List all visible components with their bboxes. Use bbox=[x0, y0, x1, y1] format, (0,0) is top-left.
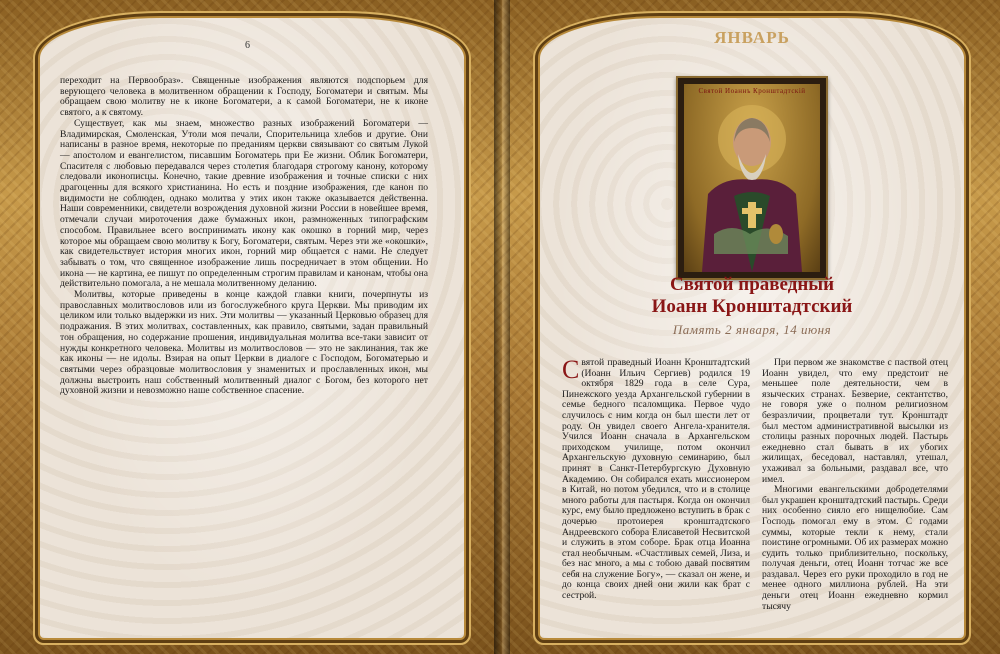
paragraph: Существует, как мы знаем, множество разных изображений Богоматери — Владимирская, Смоленская, Утоли моя печали, Спорительница хлебов и другие. Они написаны в разное время, некоторые по преданиям церкви связывают со святым Лукой — апостолом и евангелистом, писавшим Богоматерь при Ее жизни. Облик Богоматери, Спасителя с любовью передавался через столетия благодаря строгому канону, которому следовали иконописцы. Конечно, такие древние изображения и точные списки с них драгоценны для всякого христианина. Но есть и поздние изображения, где канон по видимости не соблюден, однако молитва у этих икон также оказывается действенна. Наши современники, свидетели возрождения духовной жизни России в новейшее время, отмечали случаи мироточения даже бумажных икон, размноженных типографским способом. Правильнее всего воспринимать икону как окошко в горний мир, через которое мы обращаем свою молитву к Богу, Богоматери, святым. Через эти же «окошки», как свидетельствует история многих икон, горний мир общается с нами. Не следует забывать о том, что священное изображение лишь посредничает в этом общении. Но икона — не картина, ее пишут по определенным строгим правилам и канонам, чтобы она действительно помогала, а не мешала молитвенному деланию. bbox=[60, 117, 428, 290]
page-number: 6 bbox=[245, 40, 250, 51]
paragraph: Многими евангельскими добродетелями был украшен кронштадтский пастырь. Среди них особенно сияло его нищелюбие. Сам Господь помогал ему в этом. С годами суммы, которые текли к нему, стали поистине огромными. Об их размерах можно судить только приблизительно, поскольку, получая деньги, отец Иоанн тотчас же все раздавал. Через его руки проходило в год не менее одного миллиона рублей. На эти деньги отец Иоанн ежедневно кормил тысячу bbox=[762, 484, 948, 612]
drop-cap: С bbox=[562, 355, 580, 384]
book-gutter bbox=[494, 0, 510, 654]
icon-painting bbox=[684, 84, 820, 272]
paragraph: вятой праведный Иоанн Кронштадтский (Иоанн Ильич Сергиев) родился 19 октября 1829 года в селе Сура, Пинежского уезда Архангельской губернии в семье бедного псаломщика. Первое чудо случилось с ним когда он был шести лет от роду. Он увидел своего Ангела-хранителя. Учился Иоанн сначала в Архангельском приходском училище, потом окончил Архангельскую духовную семинарию, был принят в Санкт-Петербургскую Духовную Академию. Он собирался ехать миссионером в Китай, но потом убедился, что и в столице много работы для пастыря. Когда он окончил курс, ему было предложено вступить в брак с дочерью протоиерея кронштадтского Андреевского собора Елисаветой Несвитской и служить в этом соборе. Брак отца Иоанна стал необычным. «Счастливых семей, Лиза, и без нас много, а мы с тобою давай посвятим себя на служение Богу», — сказал он жене, и до конца своих дней они жили как брат с сестрой. bbox=[562, 357, 750, 602]
memory-date: Память 2 января, 14 июня bbox=[672, 322, 832, 337]
right-page bbox=[540, 18, 964, 638]
text-column-1 bbox=[562, 355, 750, 602]
saint-icon-image bbox=[676, 76, 828, 280]
saint-title-line2: Иоанн Кронштадтский bbox=[651, 296, 853, 317]
saint-title-line1: Святой праведный bbox=[669, 274, 835, 295]
left-body-text bbox=[60, 76, 428, 397]
text-column-2 bbox=[762, 358, 948, 612]
left-page bbox=[40, 18, 464, 638]
month-heading: ЯНВАРЬ bbox=[714, 28, 790, 47]
paragraph: переходит на Первообраз». Священные изображения являются подспорьем для верующего человека в молитвенном обращении к Господу, Богоматери и святым. Мы обращаем свою молитву не к иконе Богоматери, а к самой Богоматери, не к иконе святого, а к святому. bbox=[60, 75, 428, 119]
paragraph: При первом же знакомстве с паствой отец Иоанн увидел, что ему предстоит не меньшее поле деятельности, чем в языческих странах. Безверие, сектантство, не говоря уже о полном религиозном безразличии, процветали тут. Кронштадт был местом административной высылки из столицы разных порочных людей. Пастырь ежедневно стал бывать в их убогих жилищах, беседовал, наставлял, утешал, ухаживал за больными, раздавал все, что имел. bbox=[762, 357, 948, 485]
saint-figure-illustration bbox=[684, 84, 820, 272]
paragraph: Молитвы, которые приведены в конце каждой главки книги, почерпнуты из православных молитвословов или из богослужебного круга Церкви. Мы приводим их целиком или только выдержки из них. Эти молитвы — указанный Церковью образец для подражания. В этих молитвах, составленных, как правило, святыми, задан правильный тон обращения, но содержание прошения, индивидуальная молитва все-таки зависит от нужды конкретного человека. Молитвы из молитвословов — это не заклинания, так же как иконы — не идолы. Взирая на опыт Церкви в диалоге с Господом, Богоматерью и святыми через образцовые молитвословия у знаменитых и прославленных икон, мы должны выстроить наш собственный молитвенный диалог с Богом, без которого нет духовной жизни и невозможно наше собственное спасение. bbox=[60, 289, 428, 397]
icon-caption: Святой Иоаннъ Кронштадтскій bbox=[698, 87, 806, 95]
